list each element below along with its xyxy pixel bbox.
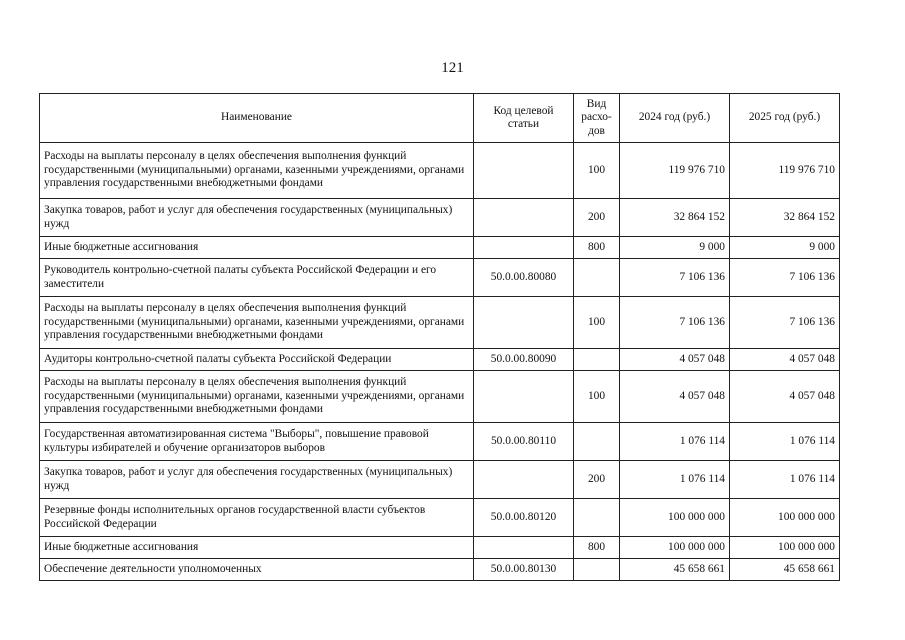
row-type <box>574 349 620 371</box>
row-value-2024: 100 000 000 <box>620 537 730 559</box>
table-header-row <box>40 94 840 143</box>
row-value-2024: 7 106 136 <box>620 259 730 297</box>
row-code <box>474 537 574 559</box>
row-name: Расходы на выплаты персоналу в целях обеспечения выполнения функций государственными (муниципальными) органами, казенными учреждениями, органами управления государственными внебюджетными фондами <box>40 297 474 349</box>
row-name: Аудиторы контрольно-счетной палаты субъекта Российской Федерации <box>40 349 474 371</box>
row-code: 50.0.00.80120 <box>474 499 574 537</box>
table-row <box>40 259 840 297</box>
row-value-2025: 1 076 114 <box>730 461 840 499</box>
row-value-2025: 4 057 048 <box>730 349 840 371</box>
row-code <box>474 199 574 237</box>
row-code <box>474 371 574 423</box>
row-value-2024: 45 658 661 <box>620 559 730 581</box>
row-value-2025: 1 076 114 <box>730 423 840 461</box>
row-value-2024: 32 864 152 <box>620 199 730 237</box>
row-name: Расходы на выплаты персоналу в целях обеспечения выполнения функций государственными (муниципальными) органами, казенными учреждениями, органами управления государственными внебюджетными фондами <box>40 371 474 423</box>
row-value-2025: 7 106 136 <box>730 297 840 349</box>
row-type <box>574 423 620 461</box>
table-row <box>40 199 840 237</box>
table-row <box>40 537 840 559</box>
row-value-2025: 119 976 710 <box>730 143 840 199</box>
table-row <box>40 297 840 349</box>
row-value-2025: 100 000 000 <box>730 537 840 559</box>
row-type <box>574 499 620 537</box>
row-type: 800 <box>574 237 620 259</box>
row-type: 200 <box>574 461 620 499</box>
row-name: Закупка товаров, работ и услуг для обеспечения государственных (муниципальных) нужд <box>40 199 474 237</box>
row-name: Расходы на выплаты персоналу в целях обеспечения выполнения функций государственными (муниципальными) органами, казенными учреждениями, органами управления государственными внебюджетными фондами <box>40 143 474 199</box>
table-row <box>40 499 840 537</box>
row-name: Руководитель контрольно-счетной палаты субъекта Российской Федерации и его заместители <box>40 259 474 297</box>
table-row <box>40 349 840 371</box>
row-code: 50.0.00.80110 <box>474 423 574 461</box>
row-type <box>574 559 620 581</box>
row-value-2024: 7 106 136 <box>620 297 730 349</box>
page-number: 121 <box>441 60 464 76</box>
row-code <box>474 237 574 259</box>
column-header-2025: 2025 год (руб.) <box>730 94 840 143</box>
table-row <box>40 143 840 199</box>
row-name: Иные бюджетные ассигнования <box>40 537 474 559</box>
row-type: 100 <box>574 297 620 349</box>
row-name: Государственная автоматизированная система "Выборы", повышение правовой культуры избирателей и обучение организаторов выборов <box>40 423 474 461</box>
row-code <box>474 297 574 349</box>
row-value-2024: 9 000 <box>620 237 730 259</box>
row-name: Резервные фонды исполнительных органов государственной власти субъектов Российской Федерации <box>40 499 474 537</box>
row-value-2024: 1 076 114 <box>620 461 730 499</box>
budget-table <box>39 93 840 581</box>
row-value-2024: 4 057 048 <box>620 349 730 371</box>
column-header-code: Код целевой статьи <box>474 94 574 143</box>
row-type: 200 <box>574 199 620 237</box>
row-value-2025: 45 658 661 <box>730 559 840 581</box>
column-header-type: Вид расхо-дов <box>574 94 620 143</box>
row-code: 50.0.00.80130 <box>474 559 574 581</box>
row-code <box>474 143 574 199</box>
row-name: Иные бюджетные ассигнования <box>40 237 474 259</box>
row-code: 50.0.00.80090 <box>474 349 574 371</box>
row-name: Обеспечение деятельности уполномоченных <box>40 559 474 581</box>
row-value-2025: 100 000 000 <box>730 499 840 537</box>
row-type: 100 <box>574 143 620 199</box>
row-value-2025: 4 057 048 <box>730 371 840 423</box>
table-row <box>40 423 840 461</box>
row-value-2024: 1 076 114 <box>620 423 730 461</box>
row-value-2024: 100 000 000 <box>620 499 730 537</box>
table-row <box>40 559 840 581</box>
row-value-2024: 4 057 048 <box>620 371 730 423</box>
row-code <box>474 461 574 499</box>
row-value-2024: 119 976 710 <box>620 143 730 199</box>
table-row <box>40 461 840 499</box>
row-type: 800 <box>574 537 620 559</box>
column-header-name: Наименование <box>40 94 474 143</box>
row-value-2025: 7 106 136 <box>730 259 840 297</box>
row-type <box>574 259 620 297</box>
row-name: Закупка товаров, работ и услуг для обеспечения государственных (муниципальных) нужд <box>40 461 474 499</box>
row-value-2025: 9 000 <box>730 237 840 259</box>
row-value-2025: 32 864 152 <box>730 199 840 237</box>
row-code: 50.0.00.80080 <box>474 259 574 297</box>
row-type: 100 <box>574 371 620 423</box>
table-row <box>40 237 840 259</box>
column-header-2024: 2024 год (руб.) <box>620 94 730 143</box>
table-row <box>40 371 840 423</box>
